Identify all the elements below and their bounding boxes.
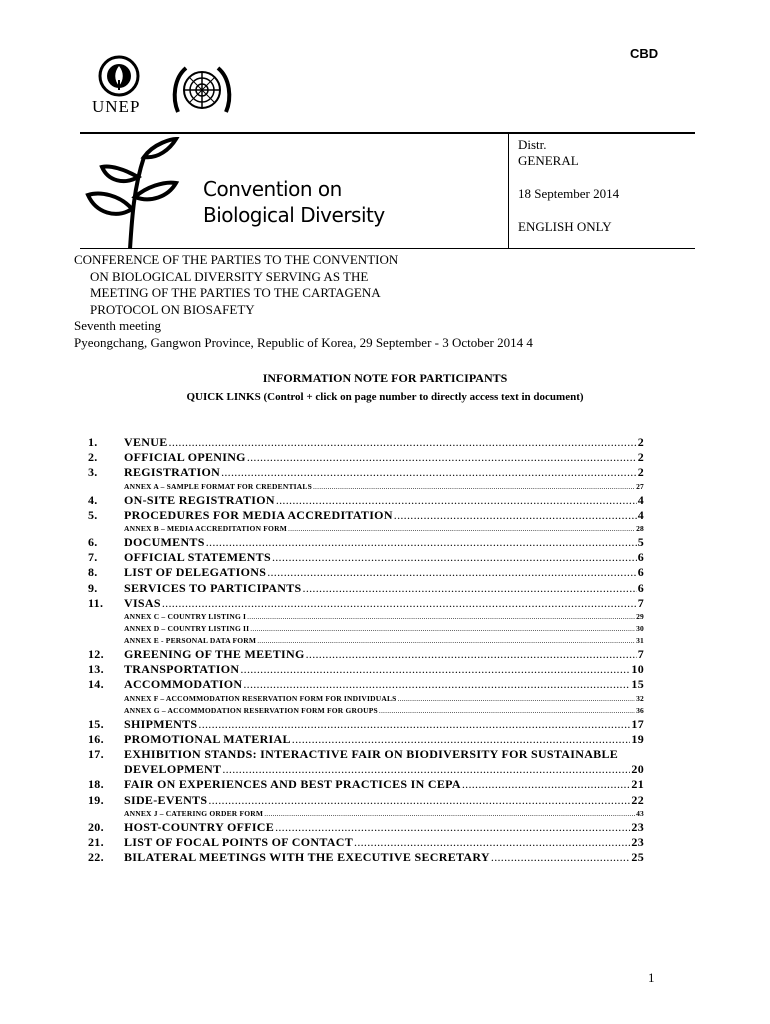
toc-title: VENUE [124,435,168,449]
toc-leader [354,835,630,850]
toc-entry[interactable] [88,835,644,850]
toc-leader [394,508,637,523]
toc-title: SHIPMENTS [124,716,198,731]
toc-leader [198,717,630,732]
toc-leader [240,662,630,677]
toc-number: 8. [88,565,98,580]
toc-leader [272,550,637,565]
document-heading: INFORMATION NOTE FOR PARTICIPANTS [262,371,508,385]
toc-title: ACCOMMODATION [124,677,243,692]
toc-entry[interactable] [88,508,644,523]
toc-title: PROMOTIONAL MATERIAL [124,731,291,746]
toc-leader [276,493,637,508]
toc-leader [162,596,637,611]
toc-entry[interactable] [88,732,644,747]
toc-leader [221,465,637,480]
toc-number: 19. [88,792,104,807]
toc-number: 14. [88,677,104,692]
toc-number: 21. [88,835,104,850]
toc-page-link[interactable]: 6 [637,565,644,580]
toc-page-link[interactable]: 4 [637,507,644,522]
toc-title-continuation: DEVELOPMENT [124,762,222,777]
toc-page-link[interactable]: 22 [631,792,644,807]
toc-annex-title: ANNEX G – ACCOMMODATION RESERVATION FORM FOR GROUPS [124,705,378,715]
distr-label: Distr. [518,137,547,152]
cop-line-2: ON BIOLOGICAL DIVERSITY SERVING AS THE [90,268,369,284]
toc-leader [379,705,635,717]
toc-number: 3. [88,465,98,480]
table-of-contents [88,435,644,865]
toc-page-link[interactable]: 32 [636,693,644,703]
toc-leader [275,820,630,835]
unep-text: UNEP [92,97,141,116]
toc-title: BILATERAL MEETINGS WITH THE EXECUTIVE SECRETARY [124,850,490,865]
cbd-mark: CBD [630,46,659,61]
title-line-2: Biological Diversity [203,203,385,227]
toc-number: 13. [88,662,104,677]
toc-title: LIST OF DELEGATIONS [124,565,267,580]
toc-page-link[interactable]: 2 [637,450,644,465]
toc-leader [257,635,635,647]
toc-annex-link[interactable] [88,481,644,493]
meeting-block [74,252,533,351]
toc-leader [288,523,635,535]
toc-page-link[interactable]: 28 [636,524,644,534]
toc-page-link[interactable]: 23 [631,819,644,834]
toc-title: EXHIBITION STANDS: INTERACTIVE FAIR ON BIODIVERSITY FOR SUSTAINABLE [124,747,619,762]
toc-entry[interactable] [88,820,644,835]
toc-page-link[interactable]: 25 [631,850,644,865]
toc-number: 12. [88,647,104,662]
toc-entry[interactable] [88,777,644,792]
plant-logo-icon [80,137,190,252]
toc-number: 5. [88,507,98,522]
toc-entry[interactable] [88,747,644,762]
toc-page-link[interactable]: 20 [631,762,644,777]
toc-annex-title: ANNEX C – COUNTRY LISTING I [124,612,247,622]
toc-entry[interactable] [88,596,644,611]
toc-title: SIDE-EVENTS [124,792,208,807]
toc-title: DOCUMENTS [124,535,205,550]
distr-general: GENERAL [518,153,579,168]
toc-title: OFFICIAL STATEMENTS [124,550,271,565]
toc-page-link[interactable]: 30 [636,624,644,634]
toc-number: 7. [88,550,98,565]
toc-page-link[interactable]: 27 [636,481,644,491]
un-emblem-icon [170,62,234,118]
toc-entry[interactable] [88,493,644,508]
vertical-rule [508,134,509,248]
toc-leader [206,535,637,550]
page-number: 1 [648,970,655,985]
cop-line-3: MEETING OF THE PARTIES TO THE CARTAGENA [90,285,381,300]
toc-leader [303,581,637,596]
cop-line-1: CONFERENCE OF THE PARTIES TO THE CONVENTION [74,252,399,267]
toc-page-link[interactable]: 10 [631,662,644,677]
toc-number: 17. [88,747,104,762]
toc-page-link[interactable]: 21 [631,777,644,792]
toc-annex-link[interactable] [88,523,644,535]
toc-leader [222,762,630,777]
toc-number: 18. [88,777,104,792]
toc-annex-link[interactable] [88,808,644,820]
toc-page-link[interactable]: 2 [637,435,644,449]
toc-entry[interactable] [88,565,644,580]
toc-title: REGISTRATION [124,465,221,480]
toc-leader [313,481,635,493]
toc-leader [306,647,637,662]
toc-entry[interactable] [88,647,644,662]
toc-title: OFFICIAL OPENING [124,450,246,465]
toc-title: HOST-COUNTRY OFFICE [124,819,275,834]
toc-title: VISAS [124,595,161,610]
toc-annex-title: ANNEX E - PERSONAL DATA FORM [124,636,257,646]
toc-leader [462,777,631,792]
toc-page-link[interactable]: 17 [631,716,644,731]
toc-page-link[interactable]: 23 [631,835,644,850]
toc-page-link[interactable]: 2 [637,465,644,480]
toc-number: 1. [88,435,98,449]
toc-leader [292,732,631,747]
toc-entry[interactable] [88,717,644,732]
cop-line-4: PROTOCOL ON BIOSAFETY [90,301,255,317]
toc-annex-link[interactable] [88,705,644,717]
toc-annex-title: ANNEX J – CATERING ORDER FORM [124,808,264,818]
toc-number: 15. [88,716,104,731]
toc-title: GREENING OF THE MEETING [124,647,305,662]
toc-title: ON-SITE REGISTRATION [124,492,275,507]
toc-annex-link[interactable] [88,611,644,623]
toc-page-link[interactable]: 31 [636,636,644,646]
toc-entry[interactable] [88,465,644,480]
toc-entry[interactable] [88,581,644,596]
toc-number: 11. [88,595,104,610]
toc-title: SERVICES TO PARTICIPANTS [124,580,302,595]
toc-page-link[interactable]: 36 [636,705,644,715]
toc-page-link[interactable]: 4 [637,492,644,507]
toc-page-link[interactable]: 6 [637,580,644,595]
toc-page-link[interactable]: 15 [631,677,644,692]
document-date: 18 September 2014 [518,186,620,201]
toc-leader [247,450,637,465]
toc-leader [250,623,635,635]
toc-entry[interactable] [88,662,644,677]
toc-leader [264,808,635,820]
quick-links-note: QUICK LINKS (Control + click on page number to directly access text in document) [186,391,584,403]
toc-title: LIST OF FOCAL POINTS OF CONTACT [124,835,354,850]
toc-leader [169,435,637,450]
toc-page-link[interactable]: 7 [637,647,644,662]
toc-entry-continuation[interactable] [88,762,644,777]
toc-title: TRANSPORTATION [124,662,240,677]
meeting-number: Seventh meeting [74,318,162,333]
toc-entry[interactable] [88,793,644,808]
meeting-location: Pyeongchang, Gangwon Province, Republic of Korea, 29 September - 3 October 2014 4 [74,334,533,350]
toc-annex-title: ANNEX B – MEDIA ACCREDITATION FORM [124,524,287,534]
header-bottom-rule [80,248,695,249]
toc-annex-link[interactable] [88,623,644,635]
toc-annex-title: ANNEX F – ACCOMMODATION RESERVATION FORM FOR INDIVIDUALS [124,693,397,703]
toc-page-link[interactable]: 19 [631,731,644,746]
toc-page-link[interactable]: 6 [637,550,644,565]
toc-number: 20. [88,819,104,834]
toc-page-link[interactable]: 29 [636,612,644,622]
toc-number: 4. [88,492,98,507]
toc-entry[interactable] [88,850,644,865]
toc-number: 6. [88,535,98,550]
title-line-1: Convention on [203,177,342,201]
toc-number: 2. [88,450,98,465]
toc-leader [267,565,636,580]
convention-title [203,176,385,228]
toc-leader [243,677,630,692]
toc-annex-title: ANNEX A – SAMPLE FORMAT FOR CREDENTIALS [124,481,312,491]
toc-leader [208,793,630,808]
toc-entry[interactable] [88,450,644,465]
toc-number: 16. [88,731,104,746]
toc-annex-link[interactable] [88,693,644,705]
toc-entry[interactable] [88,677,644,692]
toc-entry[interactable] [88,535,644,550]
toc-leader [398,693,636,705]
header-rule [80,132,695,134]
language-note: ENGLISH ONLY [518,219,612,234]
toc-title: PROCEDURES FOR MEDIA ACCREDITATION [124,507,393,522]
toc-annex-title: ANNEX D – COUNTRY LISTING II [124,624,250,634]
toc-page-link[interactable]: 43 [636,808,644,818]
toc-page-link[interactable]: 7 [637,595,644,610]
toc-leader [491,850,631,865]
toc-annex-link[interactable] [88,635,644,647]
toc-number: 9. [88,580,98,595]
toc-page-link[interactable]: 5 [637,535,644,550]
toc-entry[interactable] [88,435,644,450]
toc-leader [247,611,635,623]
toc-title: FAIR ON EXPERIENCES AND BEST PRACTICES IN CEPA [124,777,461,792]
toc-entry[interactable] [88,550,644,565]
toc-number: 22. [88,850,104,865]
